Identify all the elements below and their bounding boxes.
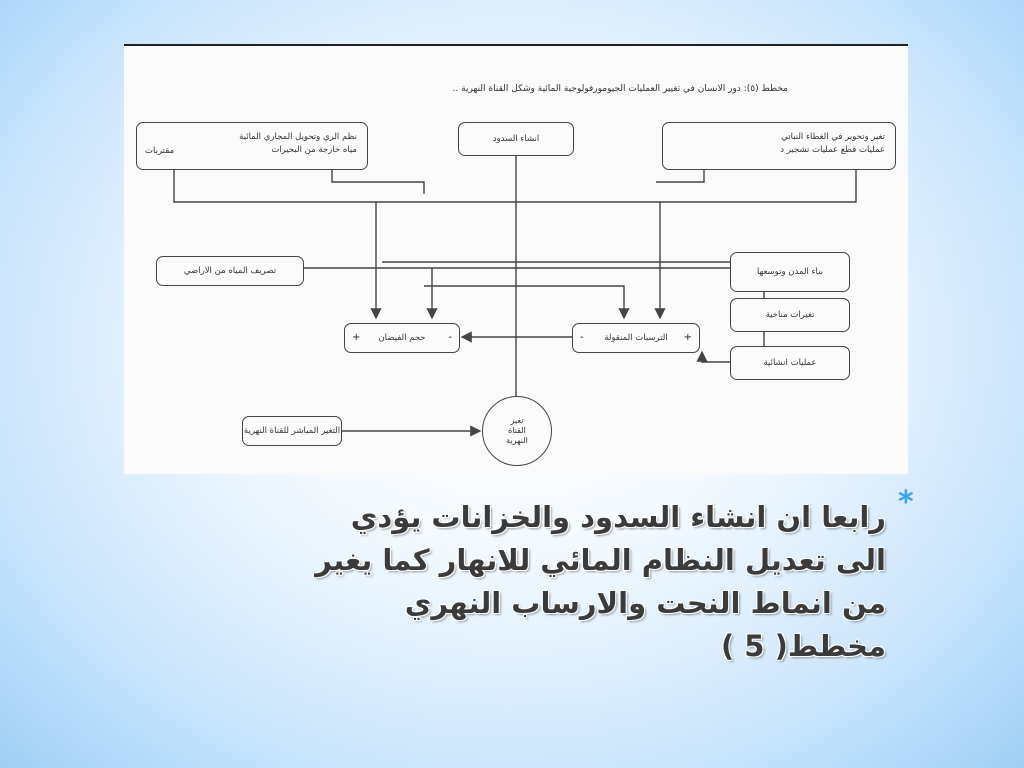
flood-volume-label: حجم الفيضان [378, 332, 426, 343]
body-line-2: الى تعديل النظام المائي للانهار كما يغير [315, 543, 886, 577]
bullet-star-icon: * [898, 485, 914, 520]
connector-irrigation-branch [332, 170, 424, 194]
diagram-title: مخطط (٥): دور الانسان في تغيير العمليات الجيومورفولوجية المائية وشكل القناة النهرية .. [452, 84, 788, 94]
arrow-cities-to-flood [424, 286, 624, 318]
body-line-4: مخطط( 5 ) [720, 629, 886, 663]
connector-vegetation-branch [656, 170, 704, 182]
channel-change-line2: القناة [508, 426, 526, 435]
node-irrigation-line1: نظم الري وتحويل المجاري المائية [239, 132, 357, 142]
node-cities: بناء المدن وتوسعها [730, 252, 850, 292]
sediments-plus-sign: + [683, 332, 692, 344]
node-drainage: تصريف المياه من الاراضي [156, 256, 304, 286]
sediments-label: الترسبات المنقولة [604, 332, 668, 343]
node-construction: عمليات انشائية [730, 346, 850, 380]
node-climate: تغيرات مناخية [730, 298, 850, 332]
node-irrigation [136, 122, 368, 170]
flood-plus-sign: + [352, 332, 361, 344]
diagram-image [124, 44, 908, 474]
node-vegetation-line2: عمليات قطع عمليات تشجير د [780, 145, 885, 155]
channel-change-line1: تغير [510, 416, 524, 425]
node-sediments [572, 323, 700, 353]
node-irrigation-side: مقتربات [145, 146, 175, 156]
body-line-3: من انماط النحت والارساب النهري [404, 586, 886, 620]
body-line-1: رابعا ان انشاء السدود والخزانات يؤدي [350, 500, 886, 534]
node-vegetation-line1: تغير وتحوير في الغطاء النباتي [781, 132, 885, 142]
slide-body-text [160, 496, 886, 668]
sediments-minus-sign: - [580, 332, 584, 344]
node-direct-change: التغير المباشر للقناة النهرية [242, 416, 342, 446]
node-vegetation [662, 122, 896, 170]
node-dams: انشاء السدود [458, 122, 574, 156]
flood-minus-sign: - [448, 332, 452, 344]
node-flood-volume [344, 323, 460, 353]
channel-change-line3: النهرية [506, 436, 528, 445]
arrow-construction-to-sediments [702, 352, 730, 362]
connector-top-trunk [174, 170, 856, 202]
node-channel-change [482, 396, 552, 466]
node-irrigation-line2: مياه خارجة من البحيرات [271, 145, 357, 155]
